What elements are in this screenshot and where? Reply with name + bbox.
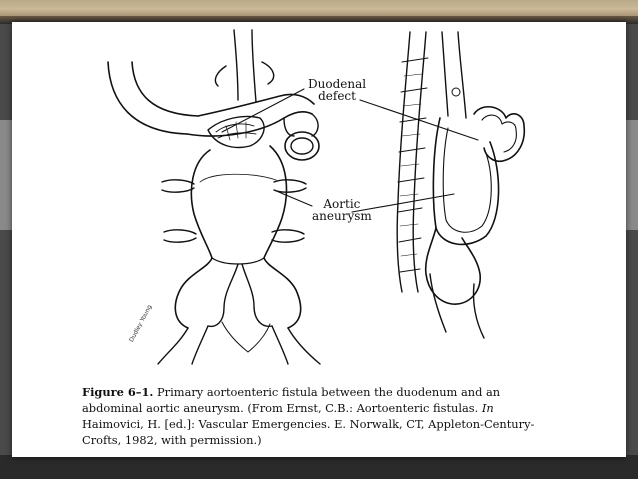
duodenal-label-line1: Duodenal (308, 77, 367, 91)
duodenal-defect-label (308, 78, 366, 102)
figure-caption (82, 384, 552, 448)
anterior-view (108, 30, 320, 364)
lateral-view (397, 32, 524, 338)
leader-duodenal-left (222, 89, 304, 132)
figure-label: Figure 6–1. (82, 385, 154, 399)
aortic-label-line1: Aortic (323, 197, 361, 211)
slide (12, 22, 626, 457)
aortic-aneurysm-label (312, 198, 372, 222)
caption-text-1: Primary aortoenteric fistula between the duodenum and an abdominal aortic aneurysm. (From Ernst, C.B.: Aortoenteric fistulas. (82, 385, 501, 415)
caption-text-2: Haimovici, H. [ed.]: Vascular Emergencies. E. Norwalk, CT, Appleton-Century-Crofts, 1982, with permission.) (82, 417, 535, 447)
illustrator-signature: Dudley Young (128, 303, 154, 344)
caption-in: In (481, 401, 494, 415)
duodenal-label-line2: defect (318, 89, 356, 103)
bottom-frame (0, 455, 638, 479)
aortic-label-line2: aneurysm (312, 209, 372, 223)
